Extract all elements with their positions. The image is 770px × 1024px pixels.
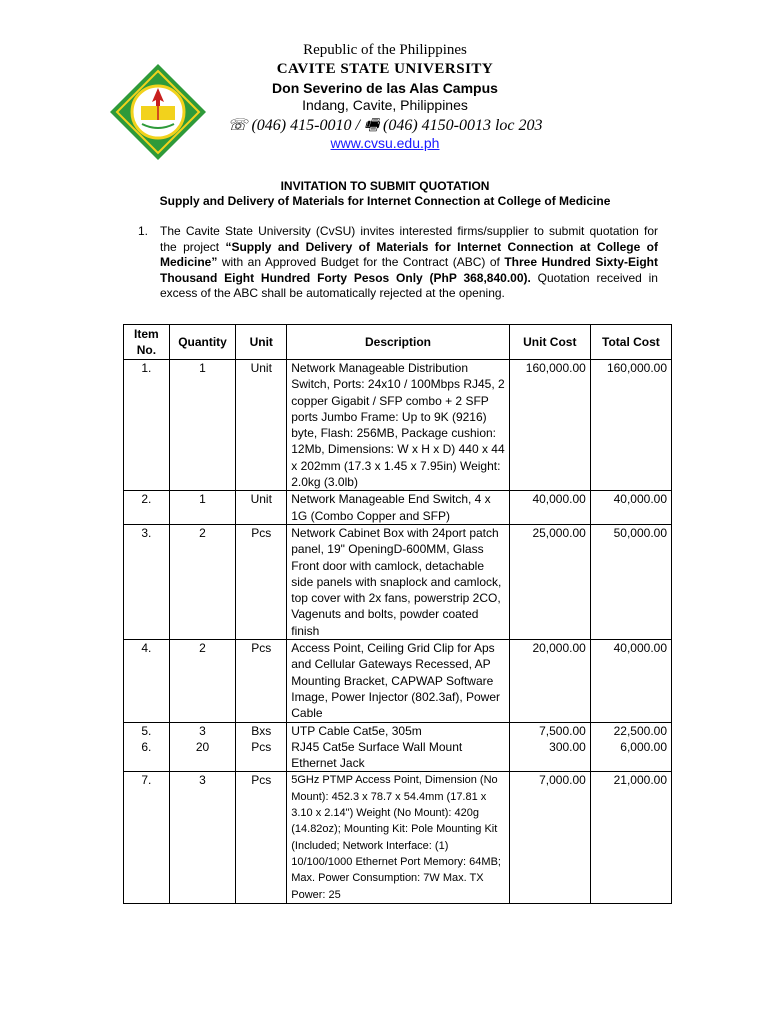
cell-description xyxy=(287,722,510,772)
cell-total-cost: 40,000.00 xyxy=(590,640,671,722)
cell-total-cost: 50,000.00 xyxy=(590,524,671,639)
table-row xyxy=(124,772,672,903)
cell-total-cost: 40,000.00 xyxy=(590,491,671,525)
cell-unit-cost: 20,000.00 xyxy=(509,640,590,722)
table-row-merged xyxy=(124,722,672,772)
cell-description: 5GHz PTMP Access Point, Dimension (No Mount): 452.3 x 78.7 x 54.4mm (17.81 x 3.10 x 2.14") Weight (No Mount): 420g (14.82oz); Mounting Kit: Pole Mounting Kit (Included; Network Interface: (1) 10/100/1000 Ethernet Port Memory: 64MB; Max. Power Consumption: 7W Max. TX Power: 25 xyxy=(287,772,510,903)
cell-total-cost xyxy=(590,722,671,772)
header-total-cost: Total Cost xyxy=(590,325,671,360)
document-subtitle: Supply and Delivery of Materials for Internet Connection at College of Medicine xyxy=(159,194,611,208)
budget-amount: Three Hundred Sixty-Eight Thousand Eight Hundred Forty Pesos Only (PhP 368,840.00). xyxy=(160,255,658,285)
table-row xyxy=(124,360,672,491)
cell-unit: Unit xyxy=(236,360,287,491)
header-item-no: Item No. xyxy=(124,325,170,360)
cell-description: Network Manageable End Switch, 4 x 1G (Combo Copper and SFP) xyxy=(287,491,510,525)
unit-6: Pcs xyxy=(251,739,272,754)
cell-description: Access Point, Ceiling Grid Clip for Aps and Cellular Gateways Recessed, AP Mounting Bracket, CAPWAP Software Image, Power Injector (802.3af), Power Cable xyxy=(287,640,510,722)
invitation-paragraph xyxy=(138,224,658,302)
paragraph-number: 1. xyxy=(138,224,149,238)
cell-item: 2. xyxy=(124,491,170,525)
cell-unit: Pcs xyxy=(236,772,287,903)
cell-unit xyxy=(236,722,287,772)
items-table xyxy=(123,324,672,904)
description-6: RJ45 Cat5e Surface Wall Mount Ethernet Jack xyxy=(291,739,463,771)
quantity-5: 3 xyxy=(199,723,206,738)
cell-item xyxy=(124,722,170,772)
header-unit-cost: Unit Cost xyxy=(509,325,590,360)
document-title: INVITATION TO SUBMIT QUOTATION xyxy=(280,179,490,193)
cell-quantity: 2 xyxy=(169,640,236,722)
cell-description: Network Cabinet Box with 24port patch panel, 19" OpeningD-600MM, Glass Front door with camlock, detachable side panels with snaplock and camlock, top cover with 2x fans, powerstrip 2CO, Vagenuts and bolts, powder coated finish xyxy=(287,524,510,639)
total-cost-6: 6,000.00 xyxy=(620,739,667,754)
cell-quantity: 3 xyxy=(169,772,236,903)
cell-unit: Unit xyxy=(236,491,287,525)
paragraph-text-e: Quotation received in excess of the ABC shall be automatically rejected at the opening. xyxy=(160,270,658,300)
unit-5: Bxs xyxy=(251,723,272,738)
item-5: 5. xyxy=(141,723,152,738)
table-row xyxy=(124,524,672,639)
letterhead-republic: Republic of the Philippines xyxy=(303,42,467,58)
table-header-row xyxy=(124,325,672,360)
cell-item: 4. xyxy=(124,640,170,722)
cell-total-cost: 160,000.00 xyxy=(590,360,671,491)
header-quantity: Quantity xyxy=(169,325,236,360)
paragraph-text-a: The Cavite State University (CvSU) invites interested firms/supplier to submit quotation for the project xyxy=(160,224,658,254)
total-cost-5: 22,500.00 xyxy=(613,723,667,738)
cell-item: 3. xyxy=(124,524,170,639)
letterhead-website-link[interactable]: www.cvsu.edu.ph xyxy=(330,135,440,151)
cell-unit-cost: 160,000.00 xyxy=(509,360,590,491)
unit-cost-6: 300.00 xyxy=(549,739,586,754)
cell-quantity xyxy=(169,722,236,772)
project-name: “Supply and Delivery of Materials for Internet Connection at College of Medicine” xyxy=(160,239,658,269)
table-row xyxy=(124,640,672,722)
cell-unit-cost: 25,000.00 xyxy=(509,524,590,639)
paragraph-text-c: with an Approved Budget for the Contract (ABC) of xyxy=(217,255,505,269)
unit-cost-5: 7,500.00 xyxy=(539,723,586,738)
item-6: 6. xyxy=(141,739,152,754)
cell-quantity: 1 xyxy=(169,360,236,491)
cell-unit-cost xyxy=(509,722,590,772)
letterhead-university-name: CAVITE STATE UNIVERSITY xyxy=(276,61,494,77)
letterhead-campus: Don Severino de las Alas Campus xyxy=(272,80,498,96)
description-5: UTP Cable Cat5e, 305m xyxy=(291,723,422,738)
paragraph-text xyxy=(160,224,658,302)
quantity-6: 20 xyxy=(195,739,210,754)
table-row xyxy=(124,491,672,525)
letterhead-address: Indang, Cavite, Philippines xyxy=(302,97,468,113)
cell-description: Network Manageable Distribution Switch, Ports: 24x10 / 100Mbps RJ45, 2 copper Gigabit / SFP combo + 2 SFP ports Jumbo Frame: Up to 9K (9216) byte, Flash: 256MB, Package cushion: 12Mb, Dimensions: W x H x D) 440 x 44 x 202mm (17.3 x 1.45 x 7.95in) Weight: 2.0kg (3.0lb) xyxy=(287,360,510,491)
letterhead-phone-fax: ☏ (046) 415-0010 / 🖷 (046) 4150-0013 loc 203 xyxy=(227,117,543,134)
cell-total-cost: 21,000.00 xyxy=(590,772,671,903)
cell-quantity: 1 xyxy=(169,491,236,525)
cell-unit-cost: 7,000.00 xyxy=(509,772,590,903)
header-unit: Unit xyxy=(236,325,287,360)
cell-unit: Pcs xyxy=(236,524,287,639)
cell-quantity: 2 xyxy=(169,524,236,639)
cell-item: 1. xyxy=(124,360,170,491)
cell-item: 7. xyxy=(124,772,170,903)
cell-unit: Pcs xyxy=(236,640,287,722)
cell-unit-cost: 40,000.00 xyxy=(509,491,590,525)
header-description: Description xyxy=(287,325,510,360)
